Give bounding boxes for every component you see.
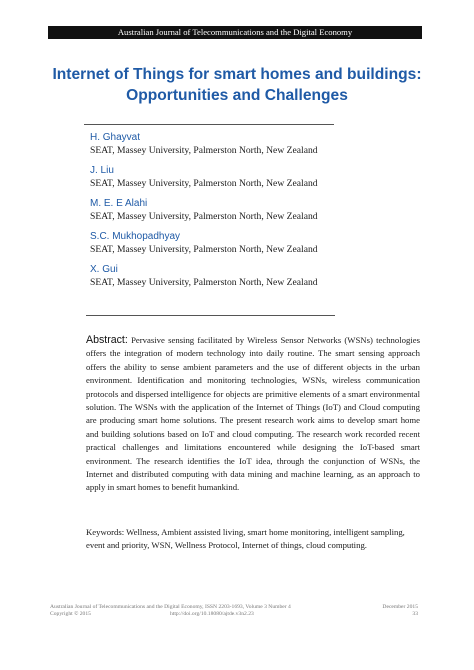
footer-right xyxy=(382,604,418,618)
author-name: H. Ghayvat xyxy=(90,132,141,143)
journal-header-bar xyxy=(48,26,422,39)
author-affiliation: SEAT, Massey University, Palmerston North, New Zealand xyxy=(90,178,318,189)
author-name: J. Liu xyxy=(90,165,114,176)
author-affiliation: SEAT, Massey University, Palmerston North, New Zealand xyxy=(90,277,318,288)
title-line-2: Opportunities and Challenges xyxy=(126,87,348,104)
paper-title xyxy=(40,64,434,106)
author-item xyxy=(90,164,430,197)
abstract-text: Pervasive sensing facilitated by Wireless Sensor Networks (WSNs) technologies offers the integration of modern technology into daily routine. The smart sensing approach offers the ability to sense ambient parameters and the use of different objects in the urban environment. Identification and monitoring technologies, WSNs, wireless communication protocols and dispersed intelligence for objects are primitive elements of a smart environmental solution. The WSNs with the application of the Internet of Things (IoT) and Cloud computing are producing smart home solutions. The present research work aims to develop smart home and building solutions based on IoT and cloud computing. The research work recorded recent practical challenges and limitations encountered while designing the IoT-based smart environment. The research identifies the IoT idea, through the conjunction of WSNs, the Internet and distributed computing with data mining and machine learning, as an approach to apply in smart homes to benefit humankind. xyxy=(86,335,420,493)
divider-top xyxy=(84,124,334,125)
footer-date: December 2015 xyxy=(382,604,418,610)
author-affiliation: SEAT, Massey University, Palmerston North, New Zealand xyxy=(90,145,318,156)
author-item xyxy=(90,230,430,263)
author-name: S.C. Mukhopadhyay xyxy=(90,231,181,242)
footer-journal-info: Australian Journal of Telecommunications and the Digital Economy, ISSN 2203-1693, Volume 3 Number 4 xyxy=(50,604,291,610)
author-affiliation: SEAT, Massey University, Palmerston North, New Zealand xyxy=(90,211,318,222)
author-affiliation: SEAT, Massey University, Palmerston North, New Zealand xyxy=(90,244,318,255)
author-name: M. E. E Alahi xyxy=(90,198,148,209)
author-name: X. Gui xyxy=(90,264,118,275)
abstract-label: Abstract: xyxy=(86,334,128,346)
footer-page-number: 33 xyxy=(412,611,418,618)
author-item xyxy=(90,197,430,230)
footer-copyright: Copyright © 2015 xyxy=(50,611,91,618)
journal-name: Australian Journal of Telecommunications and the Digital Economy xyxy=(117,27,353,37)
author-item xyxy=(90,263,430,296)
keywords-section: Keywords: Wellness, Ambient assisted living, smart home monitoring, intelligent sampling, event and priority, WSN, Wellness Protocol, Internet of things, cloud computing. xyxy=(86,527,405,551)
abstract-section xyxy=(86,334,420,495)
author-item xyxy=(90,131,430,164)
footer-doi-link[interactable]: http://doi.org/10.18080/ajtde.v3n2.23 xyxy=(170,611,254,618)
author-list xyxy=(90,131,430,296)
divider-bottom xyxy=(86,315,335,316)
title-line-1: Internet of Things for smart homes and buildings: xyxy=(52,66,422,83)
